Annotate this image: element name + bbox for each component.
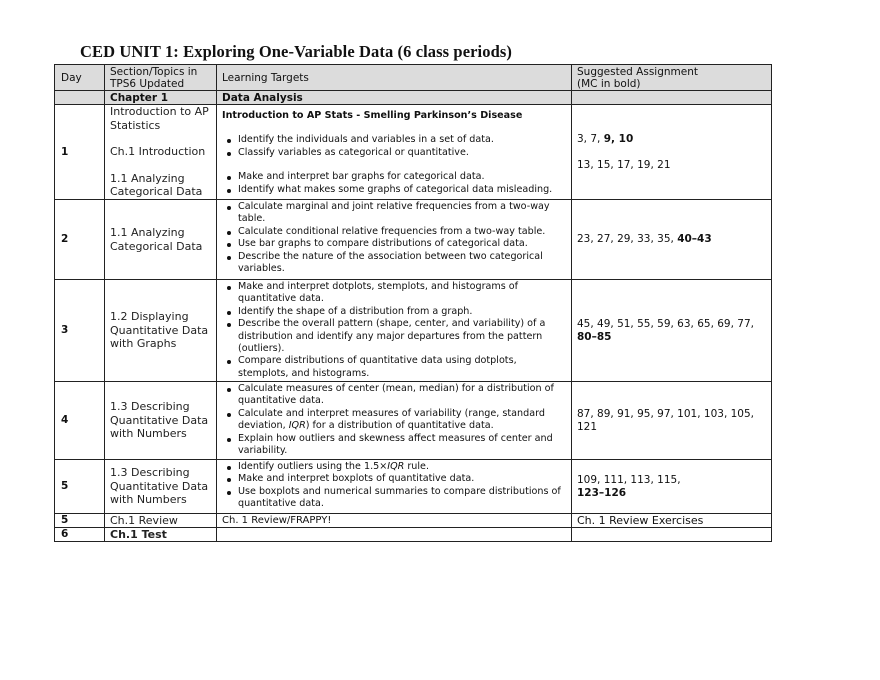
unit-schedule-table <box>54 64 772 542</box>
table-row <box>55 460 772 514</box>
test-row-assignment <box>572 528 772 542</box>
day-cell: 3 <box>55 280 105 382</box>
section-spacer <box>110 132 211 145</box>
assignment-cell <box>572 200 772 280</box>
review-row-assignment: Ch. 1 Review Exercises <box>572 514 772 528</box>
target-text: Identify the individuals and variables in a set of data. <box>238 134 494 146</box>
assignment-line <box>577 133 766 146</box>
learning-target <box>238 171 566 183</box>
section-cell <box>105 382 217 460</box>
learning-target <box>238 486 566 511</box>
assignment-line <box>577 159 766 172</box>
target-term: IQR <box>288 420 306 432</box>
table-row <box>55 280 772 382</box>
target-text: Identify outliers using the 1.5× <box>238 461 388 472</box>
assignment-line <box>577 146 766 159</box>
target-text: Calculate conditional relative frequencies from a two-way table. <box>238 225 546 237</box>
problems: 3, 7, <box>577 132 604 145</box>
section-line: 1.1 Analyzing Categorical Data <box>110 226 203 253</box>
problems: 45, 49, 51, 55, 59, 63, 65, 69, 77, <box>577 317 754 330</box>
review-row-day: 5 <box>55 514 105 528</box>
section-cell <box>105 280 217 382</box>
problems: 23, 27, 29, 33, 35, <box>577 233 678 245</box>
table-row <box>55 200 772 280</box>
day-cell: 5 <box>55 460 105 514</box>
review-row-section: Ch.1 Review <box>105 514 217 528</box>
chapter-row <box>55 91 772 105</box>
learning-targets-cell <box>217 105 572 200</box>
target-text: Classify variables as categorical or quantitative. <box>238 146 469 158</box>
target-text: Calculate and interpret measures of variability (range, standard deviation, <box>238 407 545 432</box>
chapter-label: Chapter 1 <box>105 91 217 105</box>
target-text: Make and interpret bar graphs for categorical data. <box>238 171 485 183</box>
learning-targets-cell <box>217 460 572 514</box>
target-list <box>222 201 566 275</box>
target-text: Describe the overall pattern (shape, center, and variability) of a distribution and identify any major departures from the pattern (outliers). <box>238 318 546 355</box>
problems: 87, 89, 91, 95, 97, 101, 103, 105, 121 <box>577 407 754 433</box>
table-row <box>55 105 772 200</box>
target-text: rule. <box>404 461 430 472</box>
header-assignment <box>572 65 772 91</box>
section-spacer <box>110 159 211 172</box>
learning-target <box>238 355 566 380</box>
page-title: CED UNIT 1: Exploring One-Variable Data (6 class periods) <box>80 42 512 61</box>
mc-problems: 80–85 <box>577 330 612 343</box>
spacer <box>222 122 566 134</box>
target-text: Make and interpret boxplots of quantitative data. <box>238 473 475 485</box>
section-cell <box>105 460 217 514</box>
target-list <box>222 461 566 511</box>
assignment-line <box>577 487 766 500</box>
learning-target <box>238 408 566 433</box>
header-learning-targets: Learning Targets <box>217 65 572 91</box>
target-text: Identify what makes some graphs of categorical data misleading. <box>238 183 553 195</box>
review-row-targets: Ch. 1 Review/FRAPPY! <box>217 514 572 528</box>
assignment-cell <box>572 105 772 200</box>
learning-target <box>238 226 566 238</box>
assignment-line <box>577 474 766 487</box>
mc-problems: 40–43 <box>677 233 712 245</box>
target-list <box>222 281 566 380</box>
day-cell: 2 <box>55 200 105 280</box>
mc-problems: 9, 10 <box>603 132 634 145</box>
learning-target <box>238 433 566 458</box>
assignment-cell <box>572 382 772 460</box>
section-line: 1.1 Analyzing Categorical Data <box>110 171 203 199</box>
mc-problems: 123–126 <box>577 486 627 499</box>
learning-target <box>238 147 566 159</box>
target-text: Calculate measures of center (mean, median) for a distribution of quantitative data. <box>238 383 554 407</box>
learning-target <box>238 318 566 355</box>
target-text: Use bar graphs to compare distributions of categorical data. <box>238 238 528 250</box>
assignment-line <box>577 331 766 344</box>
assignment-cell <box>572 280 772 382</box>
target-text: Explain how outliers and skewness affect measures of center and variability. <box>238 432 553 457</box>
section-line: 1.3 Describing Quantitative Data with Numbers <box>110 400 209 441</box>
section-line: Ch.1 Introduction <box>110 145 206 159</box>
header-day: Day <box>55 65 105 91</box>
learning-target <box>238 383 566 408</box>
spacer <box>222 159 566 171</box>
header-row <box>55 65 772 91</box>
target-term: IQR <box>387 461 405 472</box>
learning-target <box>238 238 566 250</box>
chapter-topic: Data Analysis <box>217 91 572 105</box>
lesson-title: Introduction to AP Stats - Smelling Parkinson’s Disease <box>222 109 523 121</box>
target-text: Describe the nature of the association between two categorical variables. <box>238 250 543 275</box>
section-line: Introduction to AP Statistics <box>110 105 209 132</box>
learning-targets-cell <box>217 382 572 460</box>
test-row-section: Ch.1 Test <box>105 528 217 542</box>
target-list <box>222 383 566 457</box>
problems: 109, 111, 113, 115, <box>577 473 681 486</box>
learning-target <box>238 461 566 473</box>
test-row-day: 6 <box>55 528 105 542</box>
target-text: ) for a distribution of quantitative data. <box>305 420 494 432</box>
chapter-day <box>55 91 105 105</box>
day-cell: 4 <box>55 382 105 460</box>
learning-targets-cell <box>217 280 572 382</box>
chapter-assignment <box>572 91 772 105</box>
test-row-targets <box>217 528 572 542</box>
learning-targets-cell <box>217 200 572 280</box>
learning-target <box>238 184 566 196</box>
review-row <box>55 514 772 528</box>
learning-target <box>238 281 566 306</box>
assignment-line <box>577 408 766 434</box>
header-section: Section/Topics in TPS6 Updated <box>105 65 217 91</box>
target-list <box>222 171 566 196</box>
test-row <box>55 528 772 542</box>
section-line: 1.3 Describing Quantitative Data with Numbers <box>110 466 209 507</box>
target-text: Calculate marginal and joint relative frequencies from a two-way table. <box>238 201 550 225</box>
table-row <box>55 382 772 460</box>
target-text: Identify the shape of a distribution from a graph. <box>238 305 473 317</box>
target-list <box>222 134 566 159</box>
assignment-line <box>577 318 766 331</box>
target-text: Use boxplots and numerical summaries to compare distributions of quantitative data. <box>238 485 561 510</box>
learning-target <box>238 473 566 485</box>
header-assignment-title: Suggested Assignment <box>577 65 698 78</box>
target-text: Make and interpret dotplots, stemplots, and histograms of quantitative data. <box>238 281 519 305</box>
section-cell <box>105 200 217 280</box>
target-text: Compare distributions of quantitative data using dotplots, stemplots, and histograms. <box>238 355 517 379</box>
learning-target <box>238 134 566 146</box>
learning-target <box>238 201 566 226</box>
learning-target <box>238 251 566 276</box>
header-assignment-note: (MC in bold) <box>577 77 641 90</box>
problems: 13, 15, 17, 19, 21 <box>577 158 671 171</box>
section-line: 1.2 Displaying Quantitative Data with Graphs <box>110 310 209 351</box>
learning-target <box>238 306 566 318</box>
assignment-cell <box>572 460 772 514</box>
assignment-line <box>577 233 766 246</box>
section-cell <box>105 105 217 200</box>
day-cell: 1 <box>55 105 105 200</box>
